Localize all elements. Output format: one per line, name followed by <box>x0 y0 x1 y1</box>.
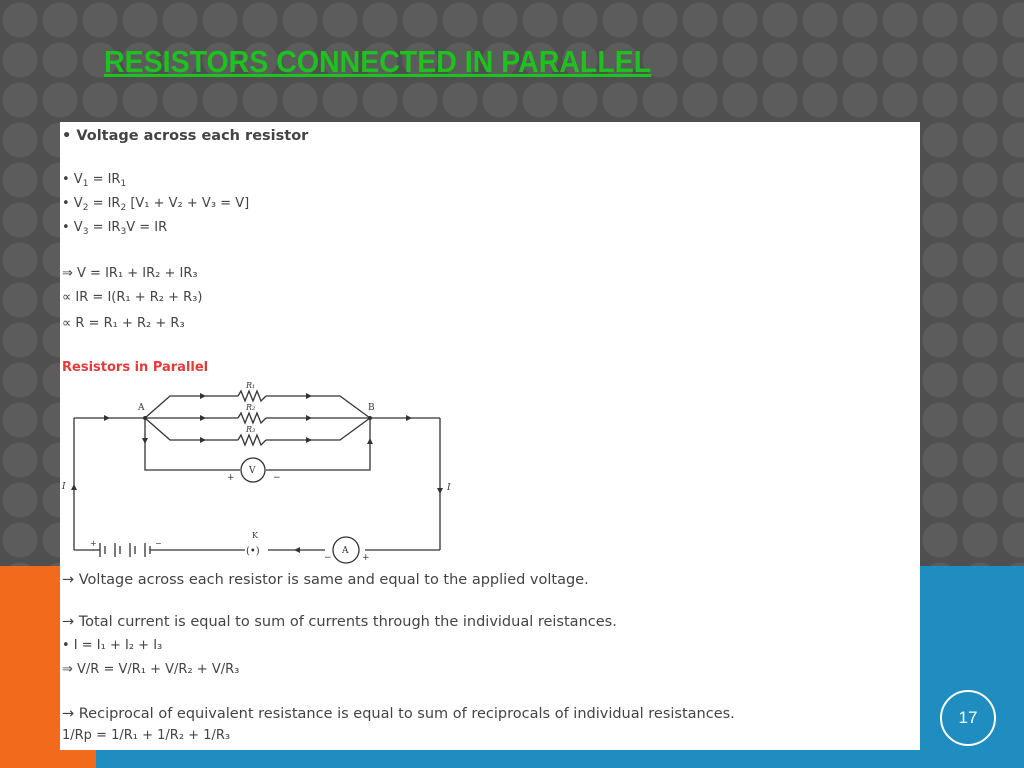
equation-current-sum: • I = I₁ + I₂ + I₃ <box>62 638 163 653</box>
voltmeter-label: V <box>249 466 256 476</box>
equation-v1: • $V_1 = IR_1$ <box>62 172 127 189</box>
parallel-circuit-diagram <box>60 380 460 563</box>
voltmeter-minus: − <box>273 473 281 483</box>
content-image <box>60 122 920 750</box>
derivation-line-2: ∝ IR = I(R₁ + R₂ + R₃) <box>62 290 203 305</box>
derivation-line-1: ⇒ V = IR₁ + IR₂ + IR₃ <box>62 266 198 281</box>
voltmeter-plus: + <box>227 473 235 483</box>
r3-label: R₃ <box>246 425 256 434</box>
current-left-label: I <box>62 482 66 492</box>
key-symbol: (•) <box>246 546 260 557</box>
current-right-label: I <box>447 483 451 493</box>
statement-voltage: → Voltage across each resistor is same and equal to the applied voltage. <box>62 572 589 588</box>
equation-v2: • $V_2 = IR_2$ [V₁ + V₂ + V₃ = V] <box>62 196 250 213</box>
ammeter-minus: − <box>324 553 332 563</box>
page-number: 17 <box>940 690 996 746</box>
statement-current: → Total current is equal to sum of currents through the individual reistances. <box>62 614 617 630</box>
ammeter-plus: + <box>362 553 370 563</box>
battery-plus: + <box>90 539 97 548</box>
key-label: K <box>252 531 258 540</box>
ammeter-label: A <box>342 546 349 556</box>
equation-v3: • $V_3 = IR_3V$ = IR <box>62 220 168 237</box>
equation-reciprocal: 1/Rp = 1/R₁ + 1/R₂ + 1/R₃ <box>62 728 231 743</box>
battery-minus: − <box>155 539 162 548</box>
equation-v-over-r: ⇒ V/R = V/R₁ + V/R₂ + V/R₃ <box>62 662 240 677</box>
slide-title: RESISTORS CONNECTED IN PARALLEL <box>104 44 652 79</box>
derivation-line-3: ∝ R = R₁ + R₂ + R₃ <box>62 316 185 331</box>
parallel-heading: Resistors in Parallel <box>62 360 209 375</box>
node-b-label: B <box>368 403 375 413</box>
r1-label: R₁ <box>246 381 256 390</box>
node-a-label: A <box>138 403 145 413</box>
voltage-heading: • Voltage across each resistor <box>62 128 309 144</box>
statement-reciprocal: → Reciprocal of equivalent resistance is equal to sum of reciprocals of individual resistances. <box>62 706 735 722</box>
r2-label: R₂ <box>246 403 256 412</box>
